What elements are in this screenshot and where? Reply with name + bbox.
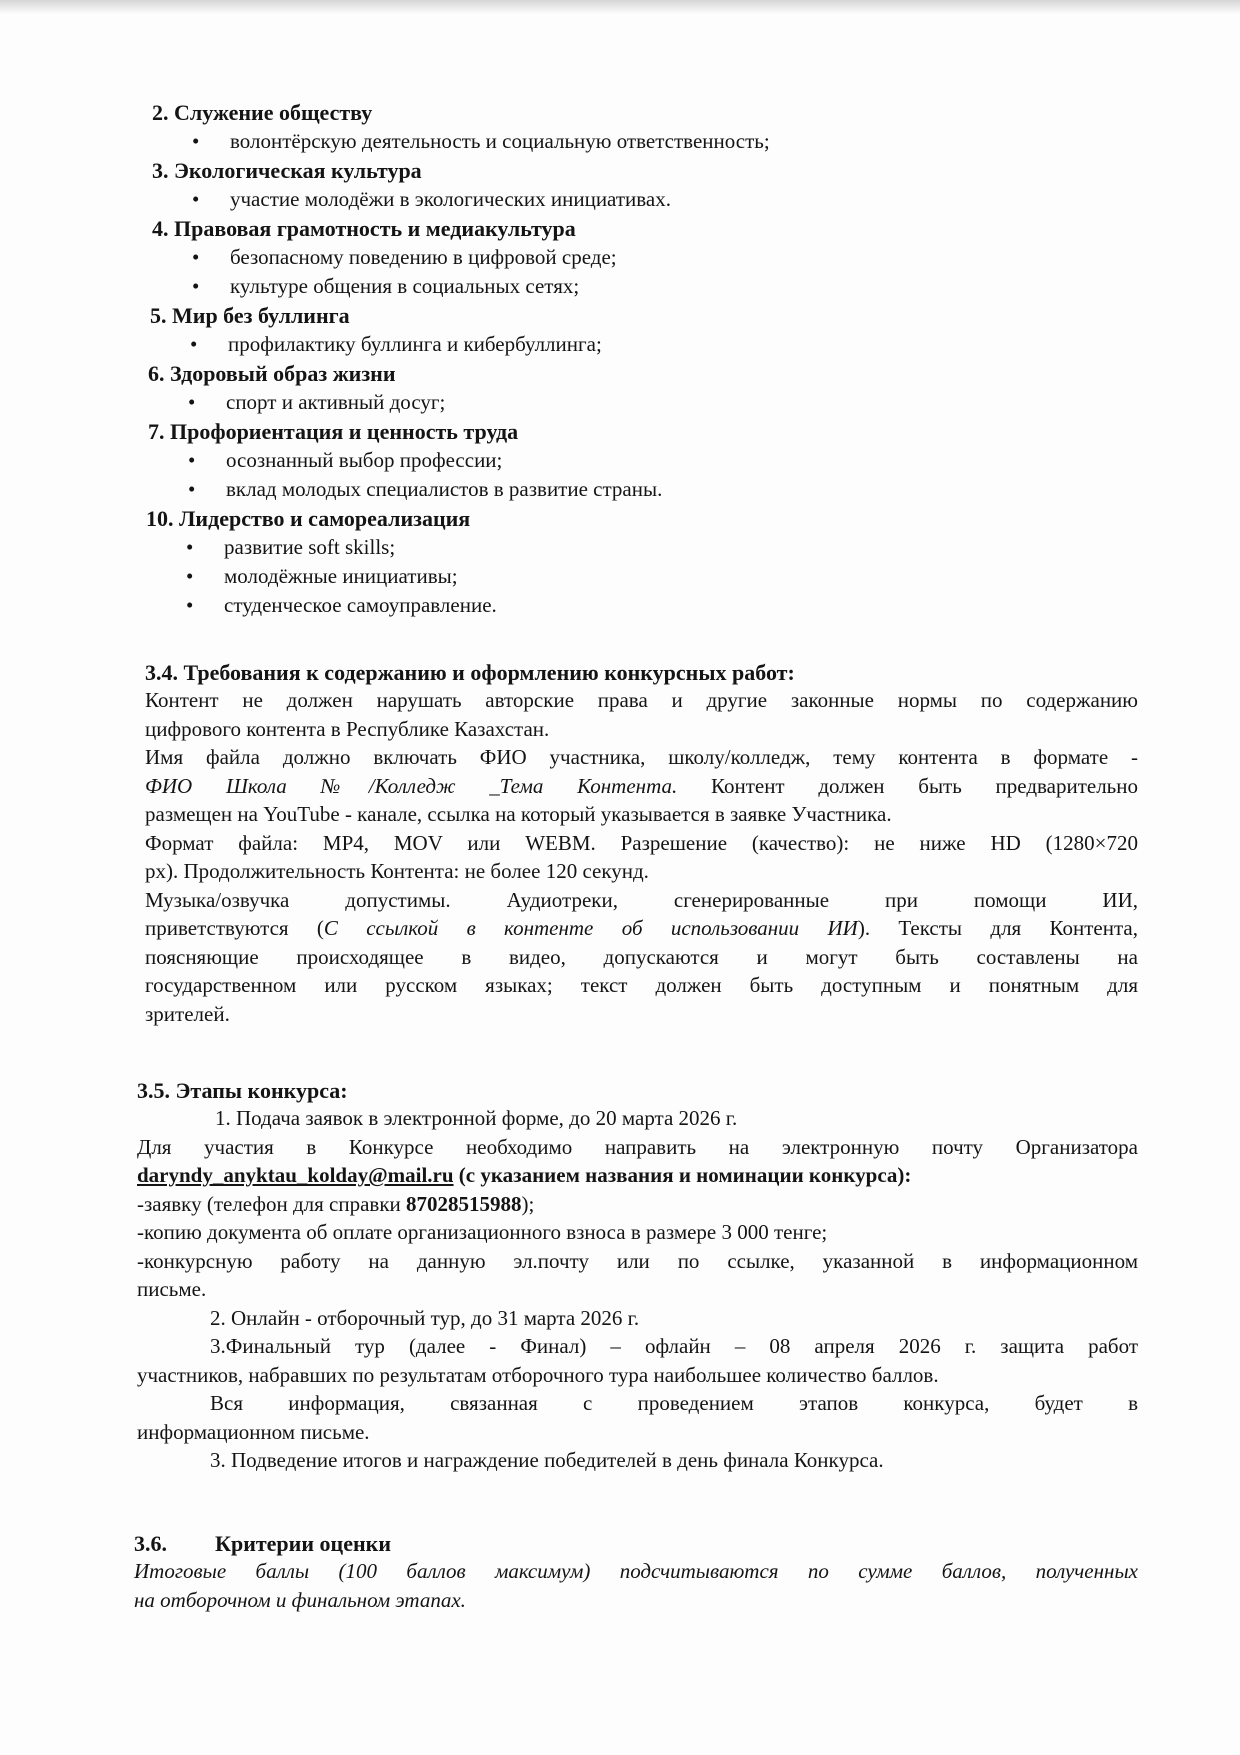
section-3-6-body: [134, 1557, 1138, 1614]
phone-number: 87028515988: [406, 1191, 522, 1216]
paragraph-text: ). Тексты для Контента,: [857, 916, 1138, 940]
paragraph-line: Для участия в Конкурсе необходимо направить на электронную почту Организатора: [137, 1134, 1138, 1159]
stage-3: 3.Финальный тур (далее - Финал) – офлайн – 08 апреля 2026 г. защита работ: [210, 1334, 1138, 1358]
scan-edge-shadow: [0, 0, 1240, 14]
bullet-icon: •: [186, 593, 194, 617]
paragraph-line: участников, набравших по результатам отборочного тура наибольшее количество баллов.: [137, 1362, 939, 1387]
bullet-icon: •: [186, 535, 194, 559]
paragraph-line: зрителей.: [145, 1001, 230, 1026]
bullet-icon: •: [188, 448, 196, 472]
requirement-3: -конкурсную работу на данную эл.почту или по ссылке, указанной в информационном: [137, 1248, 1138, 1273]
bullet-text: волонтёрскую деятельность и социальную ответственность;: [230, 129, 770, 153]
nomination-heading: 6. Здоровый образ жизни: [148, 361, 396, 386]
stage-4: 3. Подведение итогов и награждение победителей в день финала Конкурса.: [210, 1448, 884, 1472]
paragraph-line: на отборочном и финальном этапах.: [134, 1587, 466, 1612]
paragraph-line: Формат файла: MP4, MOV или WEBM. Разрешение (качество): не ниже HD (1280×720: [145, 830, 1138, 855]
paragraph-line: поясняющие происходящее в видео, допускаются и могут быть составлены на: [145, 944, 1138, 969]
bullet-text: вклад молодых специалистов в развитие страны.: [226, 477, 663, 501]
bullet-text: осознанный выбор профессии;: [226, 448, 503, 472]
paragraph-text: приветствуются (: [145, 916, 324, 940]
bullet-text: участие молодёжи в экологических инициативах.: [230, 187, 671, 211]
nomination-bullet: [186, 535, 395, 560]
bullet-icon: •: [192, 129, 200, 153]
section-number: 3.6.: [134, 1531, 167, 1556]
nomination-bullet: [192, 187, 671, 212]
bullet-text: развитие soft skills;: [224, 535, 396, 559]
nomination-bullet: [190, 332, 602, 357]
filename-format-line: [145, 772, 1138, 801]
paragraph-text: Контент должен быть предварительно: [677, 773, 1138, 798]
email-line: [137, 1161, 1138, 1190]
nomination-bullet: [186, 564, 458, 589]
nomination-bullet: [188, 448, 502, 473]
paragraph-line: информационном письме.: [137, 1419, 370, 1444]
stage-1: 1. Подача заявок в электронной форме, до 20 марта 2026 г.: [215, 1106, 738, 1130]
bullet-icon: •: [188, 390, 196, 414]
nomination-bullet: [188, 390, 445, 415]
bullet-icon: •: [192, 274, 200, 298]
paragraph-line: Музыка/озвучка допустимы. Аудиотреки, сгенерированные при помощи ИИ,: [145, 887, 1138, 912]
nomination-heading: 3. Экологическая культура: [152, 158, 422, 183]
section-3-6-heading: [134, 1531, 391, 1557]
section-3-4-body: [145, 686, 1138, 1028]
ai-note-line: [145, 914, 1138, 943]
bullet-icon: •: [186, 564, 194, 588]
paragraph-line: размещен на YouTube - канале, ссылка на который указывается в заявке Участника.: [145, 802, 892, 826]
info-line: Вся информация, связанная с проведением этапов конкурса, будет в: [210, 1391, 1138, 1415]
nomination-heading: 2. Служение обществу: [152, 100, 373, 125]
bullet-text: культуре общения в социальных сетях;: [230, 274, 580, 298]
nomination-bullet: [192, 129, 770, 154]
requirement-2: -копию документа об оплате организационного взноса в размере 3 000 тенге;: [137, 1220, 828, 1244]
nomination-heading: 5. Мир без буллинга: [150, 303, 350, 328]
ai-note: С ссылкой в контенте об использовании ИИ: [323, 916, 858, 940]
bullet-text: безопасному поведению в цифровой среде;: [230, 245, 617, 269]
nomination-bullet: [188, 477, 662, 502]
paragraph-line: px). Продолжительность Контента: не более 120 секунд.: [145, 859, 649, 883]
email-link[interactable]: daryndy_anyktau_kolday@mail.ru: [137, 1163, 454, 1187]
email-note: (с указанием названия и номинации конкурса):: [453, 1163, 912, 1187]
bullet-icon: •: [188, 477, 196, 501]
bullet-icon: •: [190, 332, 198, 356]
nomination-bullet: [192, 274, 579, 299]
bullet-icon: •: [192, 187, 200, 211]
section-3-5-body: [137, 1104, 1138, 1475]
section-title: Критерии оценки: [215, 1531, 391, 1556]
bullet-text: молодёжные инициативы;: [224, 564, 458, 588]
requirement-1: [137, 1190, 1138, 1219]
filename-format: ФИО Школа №/Колледж _Тема Контента.: [145, 773, 678, 798]
stage-2: 2. Онлайн - отборочный тур, до 31 марта 2026 г.: [210, 1305, 640, 1330]
section-3-5-heading: 3.5. Этапы конкурса:: [137, 1078, 348, 1103]
bullet-icon: •: [192, 245, 200, 269]
bullet-text: спорт и активный досуг;: [226, 390, 446, 414]
nomination-heading: 7. Профориентация и ценность труда: [148, 419, 519, 444]
section-3-4-heading: 3.4. Требования к содержанию и оформлению конкурсных работ:: [145, 660, 795, 685]
paragraph-text: );: [521, 1191, 535, 1216]
paragraph-line: письме.: [137, 1277, 207, 1301]
paragraph-text: -заявку (телефон для справки: [137, 1191, 407, 1216]
nomination-bullet: [186, 593, 497, 618]
paragraph-line: Контент не должен нарушать авторские права и другие законные нормы по содержанию: [145, 688, 1138, 712]
paragraph-line: цифрового контента в Республике Казахстан.: [145, 716, 550, 741]
nomination-heading: 10. Лидерство и самореализация: [146, 506, 471, 531]
paragraph-line: Имя файла должно включать ФИО участника, школу/колледж, тему контента в формате -: [145, 745, 1138, 769]
nomination-bullet: [192, 245, 617, 270]
bullet-text: профилактику буллинга и кибербуллинга;: [228, 332, 602, 356]
paragraph-line: Итоговые баллы (100 баллов максимум) подсчитываются по сумме баллов, полученных: [134, 1559, 1138, 1583]
paragraph-line: государственном или русском языках; текст должен быть доступным и понятным для: [145, 973, 1138, 997]
nomination-heading: 4. Правовая грамотность и медиакультура: [152, 216, 576, 241]
bullet-text: студенческое самоуправление.: [224, 593, 497, 617]
